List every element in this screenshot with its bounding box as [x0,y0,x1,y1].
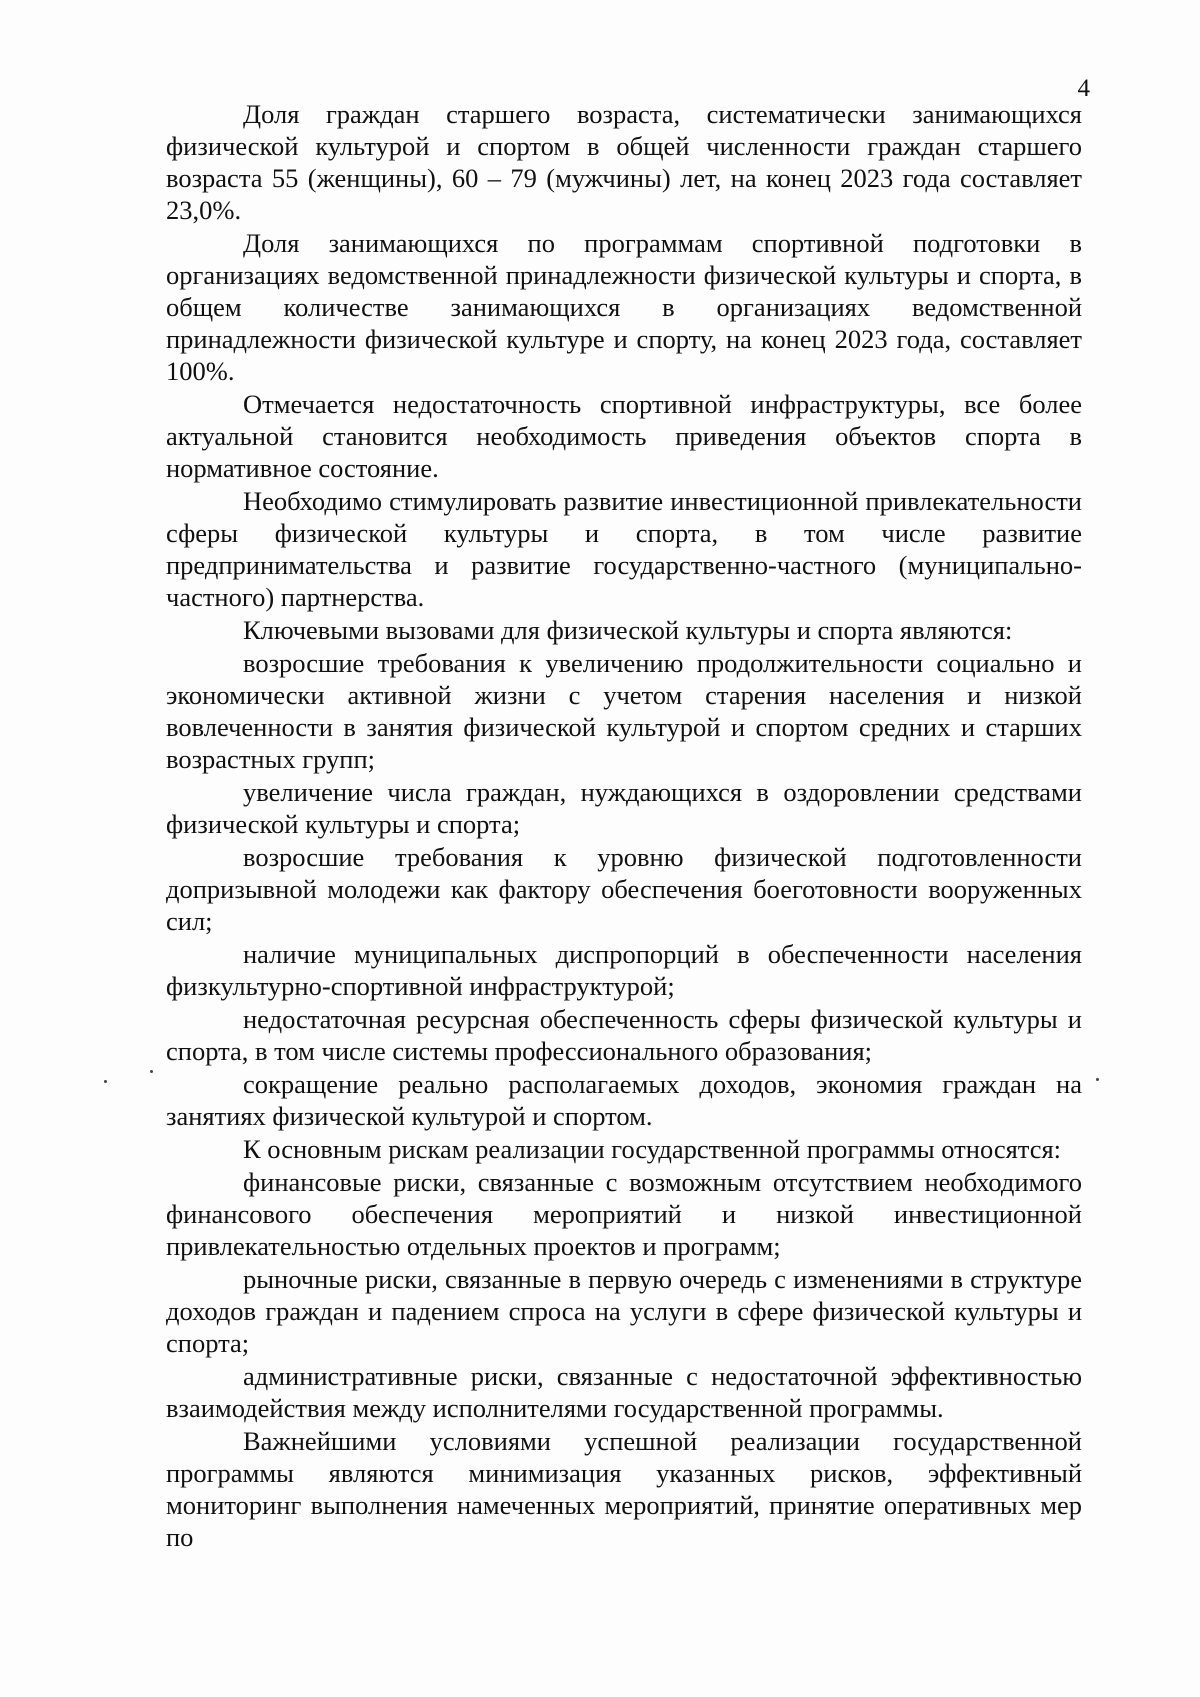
list-item: наличие муниципальных диспропорций в обеспеченности населения физкультурно-спортивной инфраструктурой; [166,939,1082,1001]
list-item: возросшие требования к увеличению продолжительности социально и экономически активной жизни с учетом старения населения и низкой вовлеченности в занятия физической культурой и спортом средних и старших возрастных групп; [166,648,1082,774]
document-body [166,98,1082,1554]
paragraph: Отмечается недостаточность спортивной инфраструктуры, все более актуальной становится необходимость приведения объектов спорта в нормативное состояние. [166,389,1082,483]
scan-speck [104,1080,107,1083]
scan-speck [150,1070,153,1073]
list-item: возросшие требования к уровню физической подготовленности допризывной молодежи как фактору обеспечения боеготовности вооруженных сил; [166,842,1082,936]
paragraph: Доля граждан старшего возраста, систематически занимающихся физической культурой и спортом в общей численности граждан старшего возраста 55 (женщины), 60 – 79 (мужчины) лет, на конец 2023 года составляет 23,0%. [166,99,1082,225]
list-item: увеличение числа граждан, нуждающихся в оздоровлении средствами физической культуры и спорта; [166,777,1082,839]
page-number: 4 [1077,75,1090,102]
list-item: финансовые риски, связанные с возможным отсутствием необходимого финансового обеспечения мероприятий и низкой инвестиционной привлекательностью отдельных проектов и программ; [166,1167,1082,1261]
list-item: рыночные риски, связанные в первую очередь с изменениями в структуре доходов граждан и падением спроса на услуги в сфере физической культуры и спорта; [166,1264,1082,1358]
list-item: недостаточная ресурсная обеспеченность сферы физической культуры и спорта, в том числе системы профессионального образования; [166,1004,1082,1066]
paragraph: Доля занимающихся по программам спортивной подготовки в организациях ведомственной принадлежности физической культуры и спорта, в общем количестве занимающихся в организациях ведомственной принадлежности физической культуре и спорту, на конец 2023 года, составляет 100%. [166,228,1082,386]
paragraph: Необходимо стимулировать развитие инвестиционной привлекательности сферы физической культуры и спорта, в том числе развитие предпринимательства и развитие государственно-частного (муниципально-частного) партнерства. [166,486,1082,612]
paragraph: Важнейшими условиями успешной реализации государственной программы являются минимизация указанных рисков, эффективный мониторинг выполнения намеченных мероприятий, принятие оперативных мер по [166,1426,1082,1552]
list-item: административные риски, связанные с недостаточной эффективностью взаимодействия между исполнителями государственной программы. [166,1361,1082,1423]
paragraph: Ключевыми вызовами для физической культуры и спорта являются: [243,615,1013,645]
list-item: сокращение реально располагаемых доходов, экономия граждан на занятиях физической культурой и спортом. [166,1069,1082,1131]
paragraph: К основным рискам реализации государственной программы относятся: [243,1134,1062,1164]
scan-speck [1096,1078,1099,1081]
